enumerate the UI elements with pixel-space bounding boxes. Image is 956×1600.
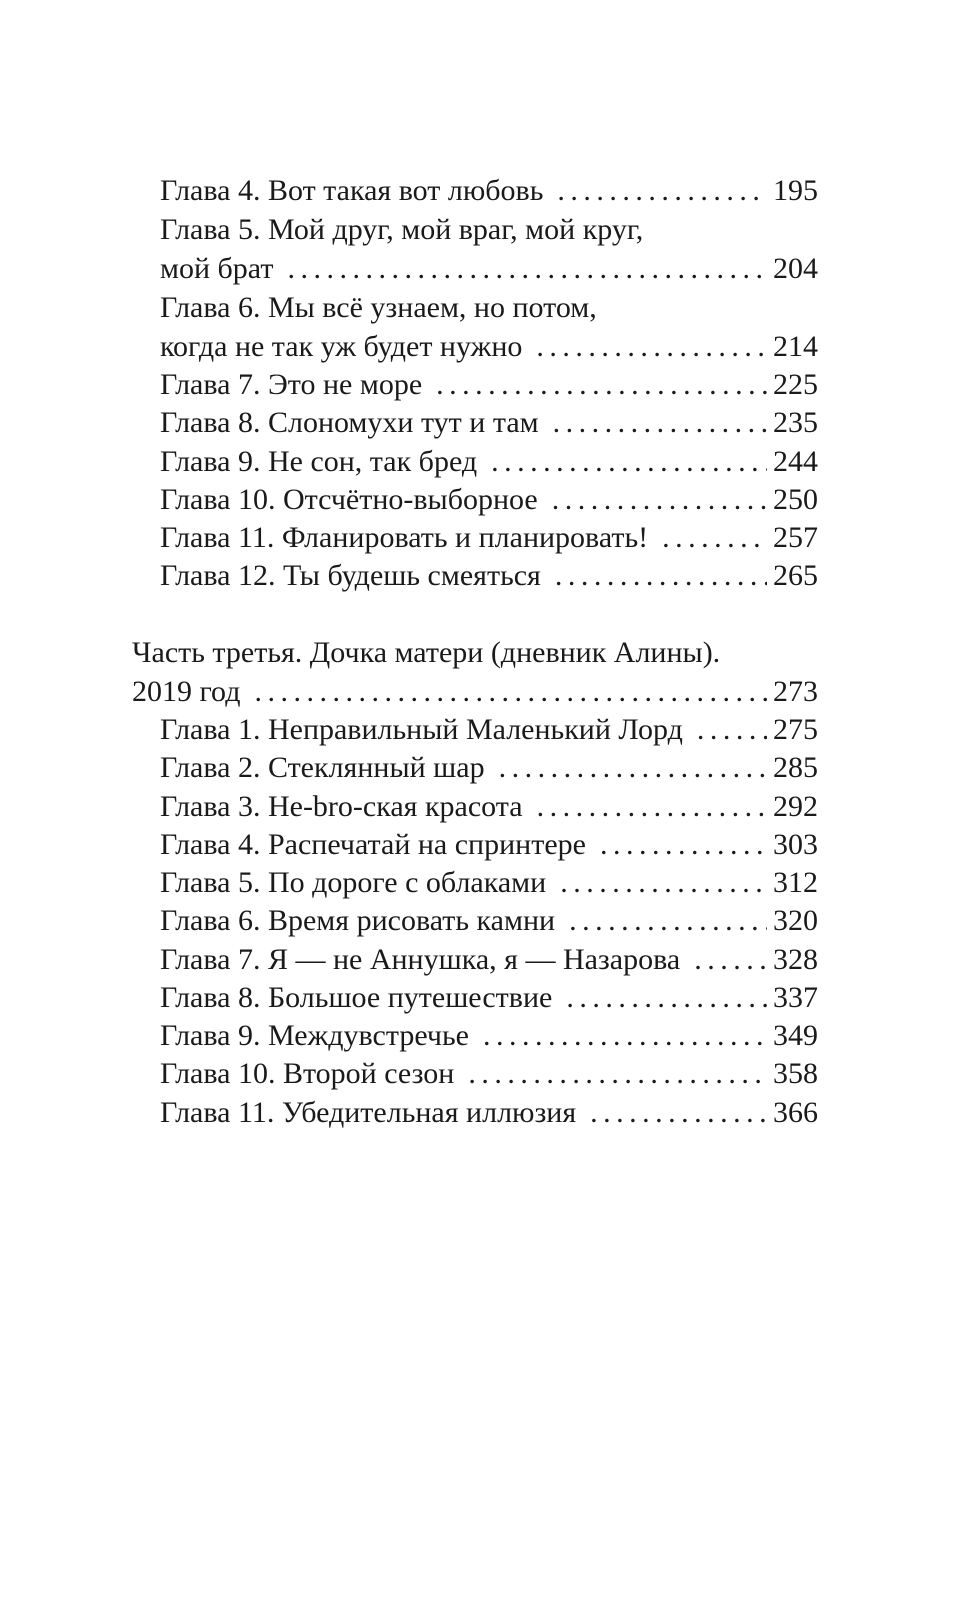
toc-entry-page: 195 [773, 174, 818, 207]
dot-leader [536, 328, 767, 366]
toc-entry-title: Глава 10. Отсчётно-выборное [160, 483, 538, 516]
toc-entry-title: Глава 5. По дороге с облаками [160, 866, 547, 899]
dot-leader [697, 711, 767, 749]
toc-entry-title: Глава 8. Большое путешествие [160, 981, 553, 1014]
toc-entry-page: 366 [773, 1096, 818, 1129]
toc-entry [160, 557, 818, 595]
toc-entry-title: Глава 10. Второй сезон [160, 1057, 455, 1090]
toc-entry-page: 337 [773, 981, 818, 1014]
dot-leader [566, 979, 767, 1017]
toc-entry [160, 328, 818, 366]
toc-entry-title: Глава 8. Слономухи тут и там [160, 406, 539, 439]
toc-entry-title: Глава 1. Неправильный Маленький Лорд [160, 713, 683, 746]
toc-entry [160, 1094, 818, 1132]
toc-entry [160, 404, 818, 442]
toc-entry-title: Глава 7. Я — не Аннушка, я — Назарова [160, 943, 681, 976]
toc-entry-title: Глава 11. Фланировать и планировать! [160, 521, 649, 554]
dot-leader [569, 902, 767, 940]
toc-entry [160, 788, 818, 826]
toc-entry-page: 292 [773, 790, 818, 823]
dot-leader [468, 1055, 767, 1093]
toc-entry [160, 902, 818, 940]
dot-leader [483, 1017, 767, 1055]
toc-entry-title: Глава 11. Убедительная иллюзия [160, 1096, 577, 1129]
dot-leader [600, 826, 767, 864]
dot-leader [555, 557, 767, 595]
toc-entry-page: 328 [773, 943, 818, 976]
toc-entry-page: 265 [773, 559, 818, 592]
toc-entry-title-line1: Глава 5. Мой друг, мой враг, мой круг, [160, 213, 644, 246]
toc-entry-title-line1: Глава 6. Мы всё узнаем, но потом, [160, 291, 597, 324]
toc-entry-title: Глава 9. Не сон, так бред [160, 445, 478, 478]
toc-entry [160, 481, 818, 519]
part-entry [132, 673, 818, 711]
dot-leader [560, 864, 767, 902]
toc-entry [160, 711, 818, 749]
dot-leader [590, 1094, 767, 1132]
toc-entry-title: Глава 3. He-bro-ская красота [160, 790, 523, 823]
toc-entry-title: мой брат [160, 252, 274, 285]
toc-entry-page: 257 [773, 521, 818, 554]
toc-entry [160, 1017, 818, 1055]
dot-leader [537, 788, 767, 826]
toc-entry-title: Глава 12. Ты будешь смеяться [160, 559, 541, 592]
toc-entry [160, 864, 818, 902]
toc-entry-title: Глава 6. Время рисовать камни [160, 904, 556, 937]
toc-entry [160, 519, 818, 557]
toc-entry-title: Глава 7. Это не море [160, 368, 423, 401]
toc-entry-title: когда не так уж будет нужно [160, 330, 523, 363]
toc-entry-title: Глава 4. Вот такая вот любовь [160, 174, 544, 207]
part-title-line1: Часть третья. Дочка матери (дневник Алины). [132, 636, 721, 669]
toc-entry [160, 443, 818, 481]
toc-entry-page: 358 [773, 1057, 818, 1090]
toc-entry-title: Глава 9. Междувстречье [160, 1019, 469, 1052]
toc-entry-page: 320 [773, 904, 818, 937]
toc-entry [160, 1055, 818, 1093]
part-page: 273 [773, 675, 818, 708]
dot-leader [499, 749, 767, 787]
toc-entry [160, 941, 818, 979]
toc-entry [160, 826, 818, 864]
dot-leader [552, 481, 767, 519]
toc-entry [160, 366, 818, 404]
dot-leader [553, 404, 767, 442]
toc-entry-title: Глава 2. Стеклянный шар [160, 751, 485, 784]
toc-entry-page: 214 [773, 330, 818, 363]
toc-entry-page: 349 [773, 1019, 818, 1052]
dot-leader [694, 941, 767, 979]
toc-entry-page: 303 [773, 828, 818, 861]
toc-entry [160, 979, 818, 1017]
toc-entry-page: 275 [773, 713, 818, 746]
dot-leader [662, 519, 767, 557]
toc-entry [160, 250, 818, 288]
toc-entry-title: Глава 4. Распечатай на спринтере [160, 828, 586, 861]
dot-leader [287, 250, 767, 288]
dot-leader [254, 673, 767, 711]
dot-leader [491, 443, 767, 481]
toc-entry-page: 235 [773, 406, 818, 439]
toc-entry-page: 244 [773, 445, 818, 478]
toc-entry [160, 172, 818, 210]
dot-leader [436, 366, 767, 404]
toc-entry-page: 204 [773, 252, 818, 285]
dot-leader [557, 172, 767, 210]
toc-entry-page: 225 [773, 368, 818, 401]
part-title: 2019 год [132, 675, 241, 708]
toc-entry-page: 312 [773, 866, 818, 899]
toc-entry [160, 749, 818, 787]
toc-entry-page: 285 [773, 751, 818, 784]
toc-entry-page: 250 [773, 483, 818, 516]
